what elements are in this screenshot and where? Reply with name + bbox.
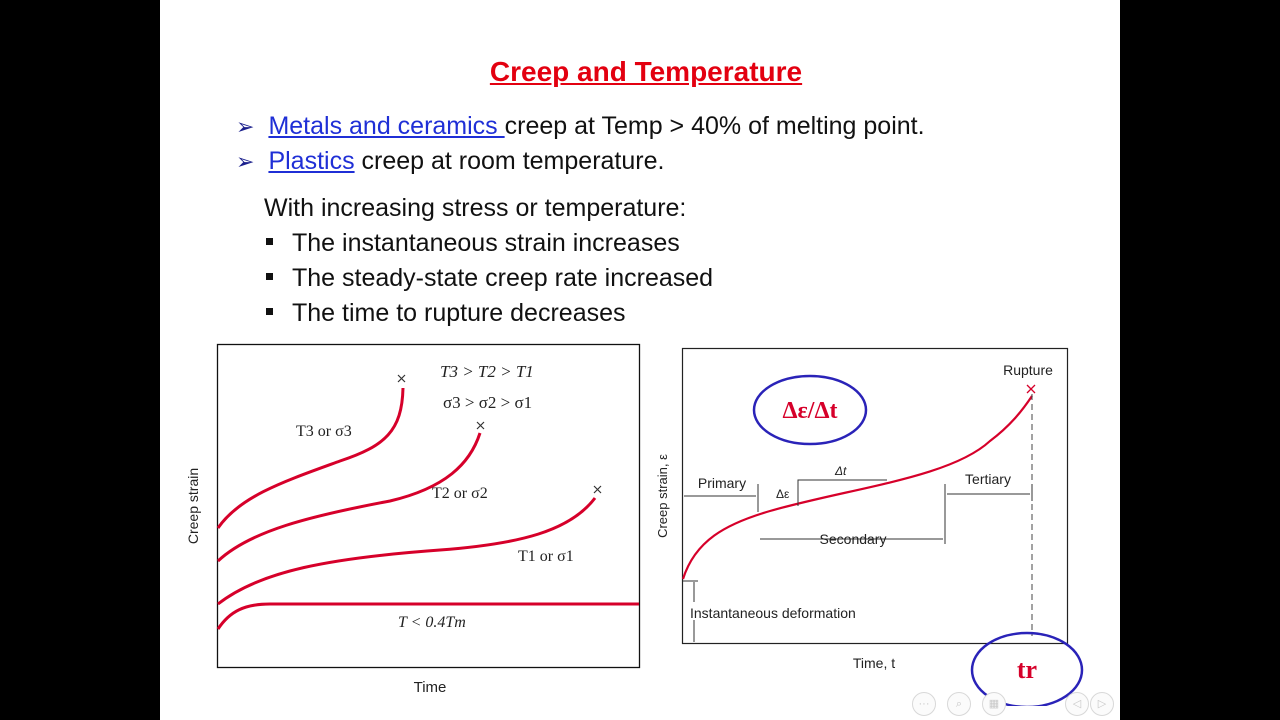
instantaneous-label: Instantaneous deformation [690,605,856,621]
bullet-metals [236,112,925,141]
secondary-label: Secondary [819,531,887,547]
label-t3: T3 or σ3 [296,423,352,440]
sub-bullet [264,299,626,328]
arrow-bullet-icon: ➢ [236,114,255,139]
arrow-bullet-icon: ➢ [236,149,255,174]
label-t1: T1 or σ1 [518,548,574,565]
bullet-text: creep at room temperature. [354,147,665,175]
rupture-label: Rupture [1003,362,1053,378]
left-ylabel: Creep strain [185,467,201,545]
rate-annotation: Δε/Δt [782,398,838,424]
square-bullet-icon [266,238,273,245]
sub-bullet-text: The instantaneous strain increases [292,229,680,257]
square-bullet-icon [266,308,273,315]
sub-bullet [264,229,680,258]
label-t2: T2 or σ2 [432,485,488,502]
slide-title: Creep and Temperature [489,56,803,87]
tr-annotation: tr [1016,655,1038,684]
more-icon[interactable]: ··· [912,692,936,716]
delta-t-label: Δt [835,464,847,478]
zoom-icon[interactable]: ⌕ [947,692,971,716]
right-ylabel: Creep strain, ε [655,454,670,538]
sub-bullet [264,264,713,293]
primary-label: Primary [697,475,747,491]
creep-stages-figure [650,336,1110,706]
label-low-temp: T < 0.4Tm [398,614,466,631]
slide [160,0,1120,720]
right-xlabel: Time, t [852,655,896,671]
bullet-plastics [236,147,664,176]
left-xlabel: Time [413,679,447,696]
square-bullet-icon [266,273,273,280]
prev-icon[interactable]: ◁ [1065,692,1089,716]
metals-link[interactable]: Metals and ceramics [268,112,505,140]
tertiary-label: Tertiary [965,471,1011,487]
subheading: With increasing stress or temperature: [264,194,687,222]
bullet-text: creep at Temp > 40% of melting point. [504,112,925,140]
legend-stress: σ3 > σ2 > σ1 [443,393,533,412]
creep-curves-figure [180,336,660,706]
next-icon[interactable]: ▷ [1090,692,1114,716]
legend-temperature: T3 > T2 > T1 [440,362,534,381]
delta-epsilon-label: Δε [776,487,790,501]
grid-icon[interactable]: ▦ [982,692,1006,716]
sub-bullet-text: The steady-state creep rate increased [292,264,714,292]
sub-bullet-text: The time to rupture decreases [292,299,626,327]
plastics-link[interactable]: Plastics [268,147,355,175]
